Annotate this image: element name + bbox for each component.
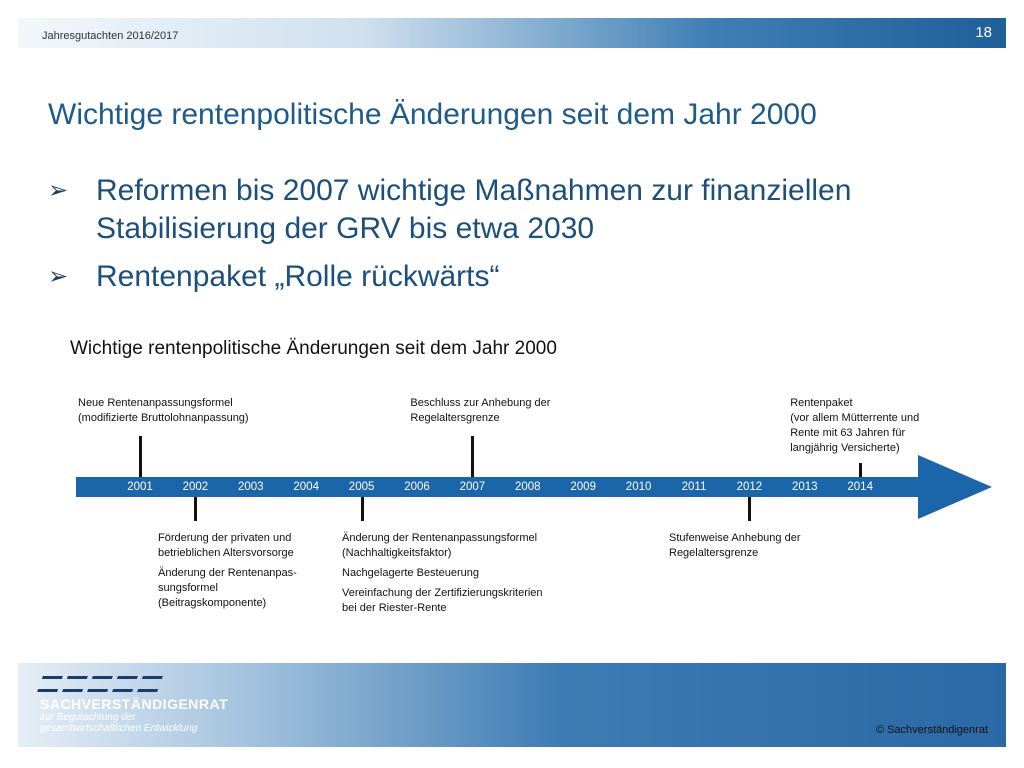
event-line: Änderung der Rentenanpas-: [158, 567, 297, 579]
header-bar: [18, 18, 1006, 48]
year-label: 2002: [182, 481, 209, 493]
event-tick: [361, 497, 364, 521]
arrow-bullet-icon: ➢: [48, 177, 69, 204]
year-label: 2014: [847, 481, 873, 493]
logo-stripes-icon: [40, 676, 228, 692]
event-line: Regelaltersgrenze: [669, 547, 759, 559]
event-note-below: [342, 586, 543, 616]
copyright: © Sachverständigenrat: [875, 724, 988, 736]
event-note-above: [78, 396, 249, 426]
logo-name: SACHVERSTÄNDIGENRAT: [40, 696, 229, 712]
year-label: 2005: [348, 481, 375, 493]
event-note-above: [790, 396, 919, 456]
event-note-above: [410, 396, 550, 426]
bullet-text: Rentenpaket „Rolle rückwärts“: [96, 260, 500, 293]
event-tick: [139, 436, 142, 477]
event-line: Beschluss zur Anhebung der: [410, 397, 551, 409]
arrow-bullet-icon: ➢: [48, 263, 69, 290]
logo-line: zur Begutachtung der: [40, 712, 136, 723]
logo-line: gesamtwirtschaftlichen Entwicklung: [40, 723, 198, 734]
year-label: 2004: [293, 481, 319, 493]
year-label: 2001: [127, 481, 153, 493]
event-tick: [859, 463, 862, 477]
bullet-item: [44, 172, 1004, 248]
event-line: Stufenweise Anhebung der: [669, 532, 801, 544]
timeline-arrowhead: [918, 455, 992, 519]
page-number: 18: [975, 24, 992, 41]
event-line: (Beitragskomponente): [158, 597, 267, 609]
year-label: 2007: [459, 481, 486, 493]
event-line: Neue Rentenanpassungsformel: [78, 397, 233, 409]
event-line: Rente mit 63 Jahren für: [790, 427, 906, 439]
event-line: langjährig Versicherte): [790, 442, 900, 454]
bullet-text: Reformen bis 2007 wichtige Maßnahmen zur finanziellen Stabilisierung der GRV bis etwa 2030: [96, 174, 852, 245]
event-tick: [748, 497, 751, 521]
year-label: 2008: [515, 481, 541, 493]
event-tick: [471, 436, 474, 477]
year-label: 2013: [792, 481, 818, 493]
event-note-below: [342, 531, 537, 561]
year-label: 2010: [625, 481, 652, 493]
event-line: (modifizierte Bruttolohnanpassung): [78, 412, 249, 424]
event-line: (vor allem Mütterrente und: [790, 412, 920, 424]
event-line: bei der Riester-Rente: [342, 602, 447, 614]
year-label: 2011: [681, 481, 707, 493]
slide-title: Wichtige rentenpolitische Änderungen seit dem Jahr 2000: [48, 98, 817, 131]
year-label: 2009: [570, 481, 596, 493]
event-line: Regelaltersgrenze: [410, 412, 500, 424]
event-line: sungsformel: [158, 582, 218, 594]
figure-subtitle: Wichtige rentenpolitische Änderungen seit dem Jahr 2000: [70, 338, 557, 359]
year-label: 2012: [736, 481, 763, 493]
event-line: Rentenpaket: [790, 397, 853, 409]
event-line: Nachgelagerte Besteuerung: [342, 567, 479, 579]
event-note-below: [342, 566, 479, 581]
year-label: 2003: [238, 481, 264, 493]
year-label: 2006: [404, 481, 430, 493]
event-line: Vereinfachung der Zertifizierungskriterien: [342, 587, 543, 599]
event-line: Änderung der Rentenanpassungsformel: [342, 532, 538, 544]
bullet-list: [44, 172, 1004, 306]
event-tick: [194, 497, 197, 521]
event-note-below: [158, 531, 294, 561]
sachverstaendigenrat-logo: [40, 676, 228, 734]
bullet-item: [44, 258, 1004, 296]
event-line: betrieblichen Altersvorsorge: [158, 547, 294, 559]
event-note-below: [158, 566, 297, 611]
report-label: Jahresgutachten 2016/2017: [42, 30, 179, 42]
event-line: Förderung der privaten und: [158, 532, 292, 544]
event-line: (Nachhaltigkeitsfaktor): [342, 547, 452, 559]
event-note-below: [669, 531, 801, 561]
